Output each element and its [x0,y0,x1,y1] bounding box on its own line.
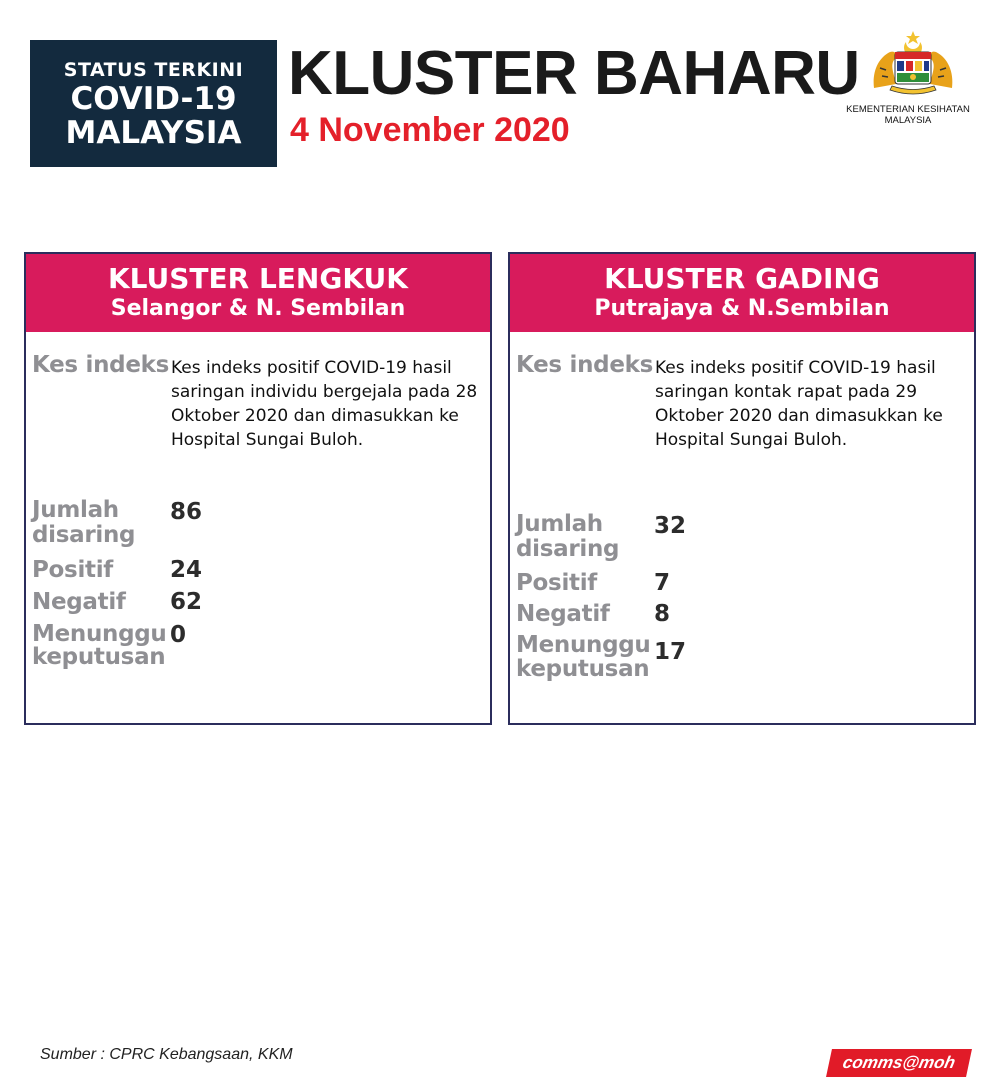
cluster-card-gading [508,252,976,725]
status-line1: STATUS TERKINI [63,58,244,81]
negative-label: Negatif [516,601,610,627]
index-description: Kes indeks positif COVID-19 hasil saringan kontak rapat pada 29 Oktober 2020 dan dimasukkan ke Hospital Sungai Buloh. [655,358,943,450]
pending-label-1: Menunggu [516,632,651,658]
positive-value: 24 [170,557,203,583]
status-box [30,40,277,167]
status-line3: MALAYSIA [65,114,242,151]
pending-value: 0 [170,622,187,648]
pending-label-2: keputusan [32,644,166,670]
ministry-name [828,104,988,126]
malaysia-coat-of-arms-icon [868,28,958,100]
cluster-region: Selangor & N. Sembilan [110,296,406,321]
page-date: 4 November 2020 [290,111,570,149]
cluster-name: KLUSTER GADING [604,262,880,295]
source-note: Sumber : CPRC Kebangsaan, KKM [40,1046,293,1063]
negative-value: 8 [654,601,671,627]
negative-value: 62 [170,589,203,615]
positive-label: Positif [32,557,114,583]
cluster-region: Putrajaya & N.Sembilan [594,296,890,321]
index-description: Kes indeks positif COVID-19 hasil saringan individu bergejala pada 28 Oktober 2020 dan dimasukkan ke Hospital Sungai Buloh. [171,358,478,450]
screened-label-1: Jumlah [32,497,119,523]
cluster-card-lengkuk [24,252,492,725]
screened-value: 32 [654,513,687,539]
pending-label-1: Menunggu [32,621,167,647]
screened-label-2: disaring [32,522,136,548]
comms-badge-label: comms@moh [841,1053,958,1072]
index-label: Kes indeks [516,352,654,378]
positive-value: 7 [654,570,671,596]
cluster-header [26,254,490,332]
screened-label-2: disaring [516,536,620,562]
cluster-header [510,254,974,332]
pending-value: 17 [654,639,687,665]
screened-label-1: Jumlah [516,511,603,537]
index-label: Kes indeks [32,352,170,378]
status-line2: COVID-19 [70,80,237,117]
comms-badge [826,1049,972,1077]
negative-label: Negatif [32,589,126,615]
page-title: KLUSTER BAHARU [288,39,860,108]
pending-label-2: keputusan [516,656,650,682]
ministry-line2: MALAYSIA [884,115,932,126]
positive-label: Positif [516,570,598,596]
ministry-line1: KEMENTERIAN KESIHATAN [846,104,970,115]
screened-value: 86 [170,499,203,525]
cluster-name: KLUSTER LENGKUK [107,262,408,295]
